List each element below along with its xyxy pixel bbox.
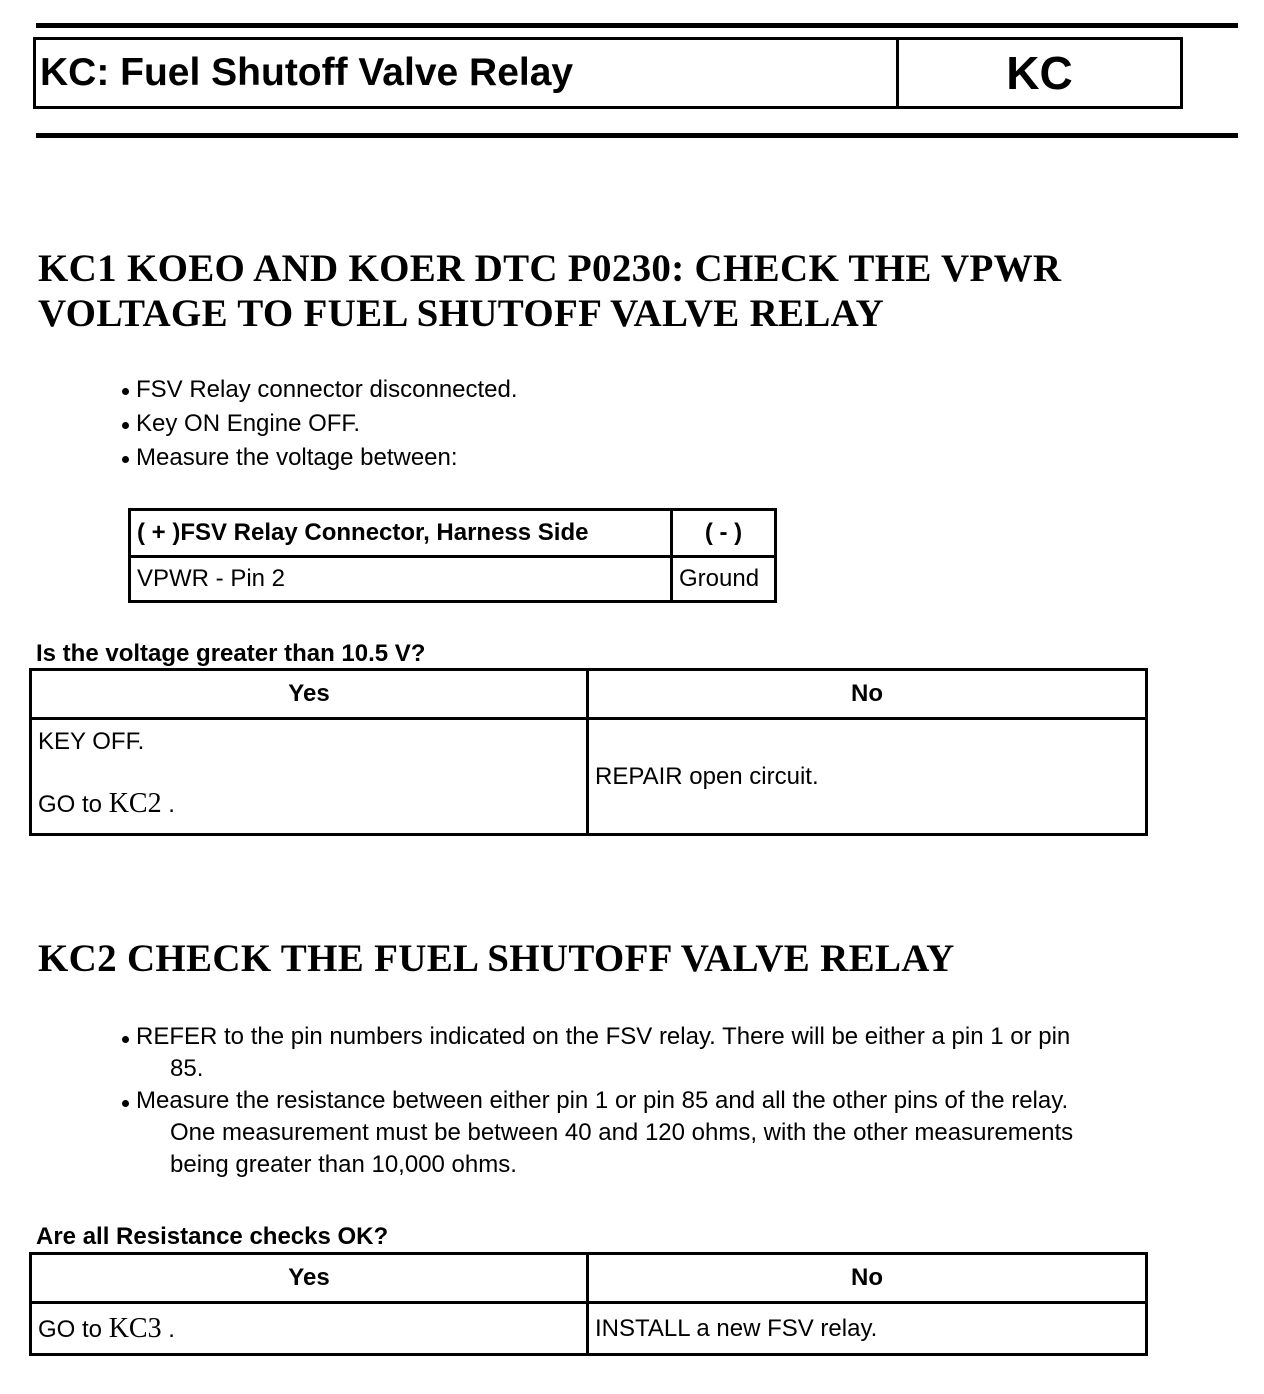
kc2-bullet-2-line2: One measurement must be between 40 and 120 ohms, with the other measurements <box>170 1119 1074 1146</box>
kc2-bullet-1 <box>118 1021 1238 1085</box>
kc1-yes-go <box>38 788 580 820</box>
kc2-go-text: GO to <box>38 1315 109 1343</box>
top-rule <box>36 23 1238 28</box>
measurement-cell-negative: Ground <box>672 557 776 602</box>
kc1-no-header: No <box>588 670 1147 719</box>
kc2-no-header: No <box>588 1254 1147 1303</box>
header-bottom-rule <box>36 133 1238 138</box>
kc1-question: Is the voltage greater than 10.5 V? <box>36 640 426 667</box>
kc1-yes-header: Yes <box>31 670 588 719</box>
kc2-bullet-2 <box>118 1085 1238 1181</box>
kc2-bullet-1-line2: 85. <box>170 1055 204 1082</box>
kc1-go-period: . <box>161 791 175 818</box>
kc3-link[interactable]: KC3 <box>108 1312 162 1344</box>
measurement-header-negative: ( - ) <box>672 510 776 557</box>
kc2-question: Are all Resistance checks OK? <box>36 1223 389 1250</box>
header-box <box>33 37 1183 109</box>
kc1-measurement-table <box>128 508 777 603</box>
measurement-header-positive: ( + )FSV Relay Connector, Harness Side <box>130 510 672 557</box>
kc1-no-cell: REPAIR open circuit. <box>588 719 1147 835</box>
kc1-bullet-3: Measure the voltage between: <box>118 441 518 475</box>
kc2-bullet-2-line3: being greater than 10,000 ohms. <box>170 1151 517 1178</box>
page-title: KC: Fuel Shutoff Valve Relay <box>36 40 899 106</box>
kc1-yes-cell <box>31 719 588 835</box>
kc1-bullet-2: Key ON Engine OFF. <box>118 407 518 441</box>
kc1-title-line1: KC1 KOEO AND KOER DTC P0230: CHECK THE VPWR <box>38 247 1062 290</box>
kc1-go-text: GO to <box>38 791 109 818</box>
section-code: KC <box>1006 47 1073 99</box>
kc2-bullet-list <box>118 1021 1238 1181</box>
kc1-title-line2: VOLTAGE TO FUEL SHUTOFF VALVE RELAY <box>38 292 885 335</box>
kc2-bullet-2-line1: Measure the resistance between either pin 1 or pin 85 and all the other pins of the relay. <box>136 1087 1069 1114</box>
kc2-go-period: . <box>161 1315 175 1343</box>
kc1-bullet-1: FSV Relay connector disconnected. <box>118 373 518 407</box>
kc1-bullet-list <box>118 373 518 475</box>
kc2-yes-cell <box>31 1303 588 1355</box>
kc1-yes-line1: KEY OFF. <box>38 728 145 755</box>
kc2-bullet-1-line1: REFER to the pin numbers indicated on the FSV relay. There will be either a pin 1 or pin <box>136 1023 1071 1050</box>
kc1-decision-table <box>29 668 1148 836</box>
kc2-title: KC2 CHECK THE FUEL SHUTOFF VALVE RELAY <box>38 937 955 980</box>
kc1-title <box>38 246 1061 336</box>
kc2-no-cell: INSTALL a new FSV relay. <box>588 1303 1147 1355</box>
measurement-cell-positive: VPWR - Pin 2 <box>130 557 672 602</box>
kc2-link[interactable]: KC2 <box>108 788 162 819</box>
kc2-decision-table <box>29 1252 1148 1356</box>
kc2-yes-header: Yes <box>31 1254 588 1303</box>
